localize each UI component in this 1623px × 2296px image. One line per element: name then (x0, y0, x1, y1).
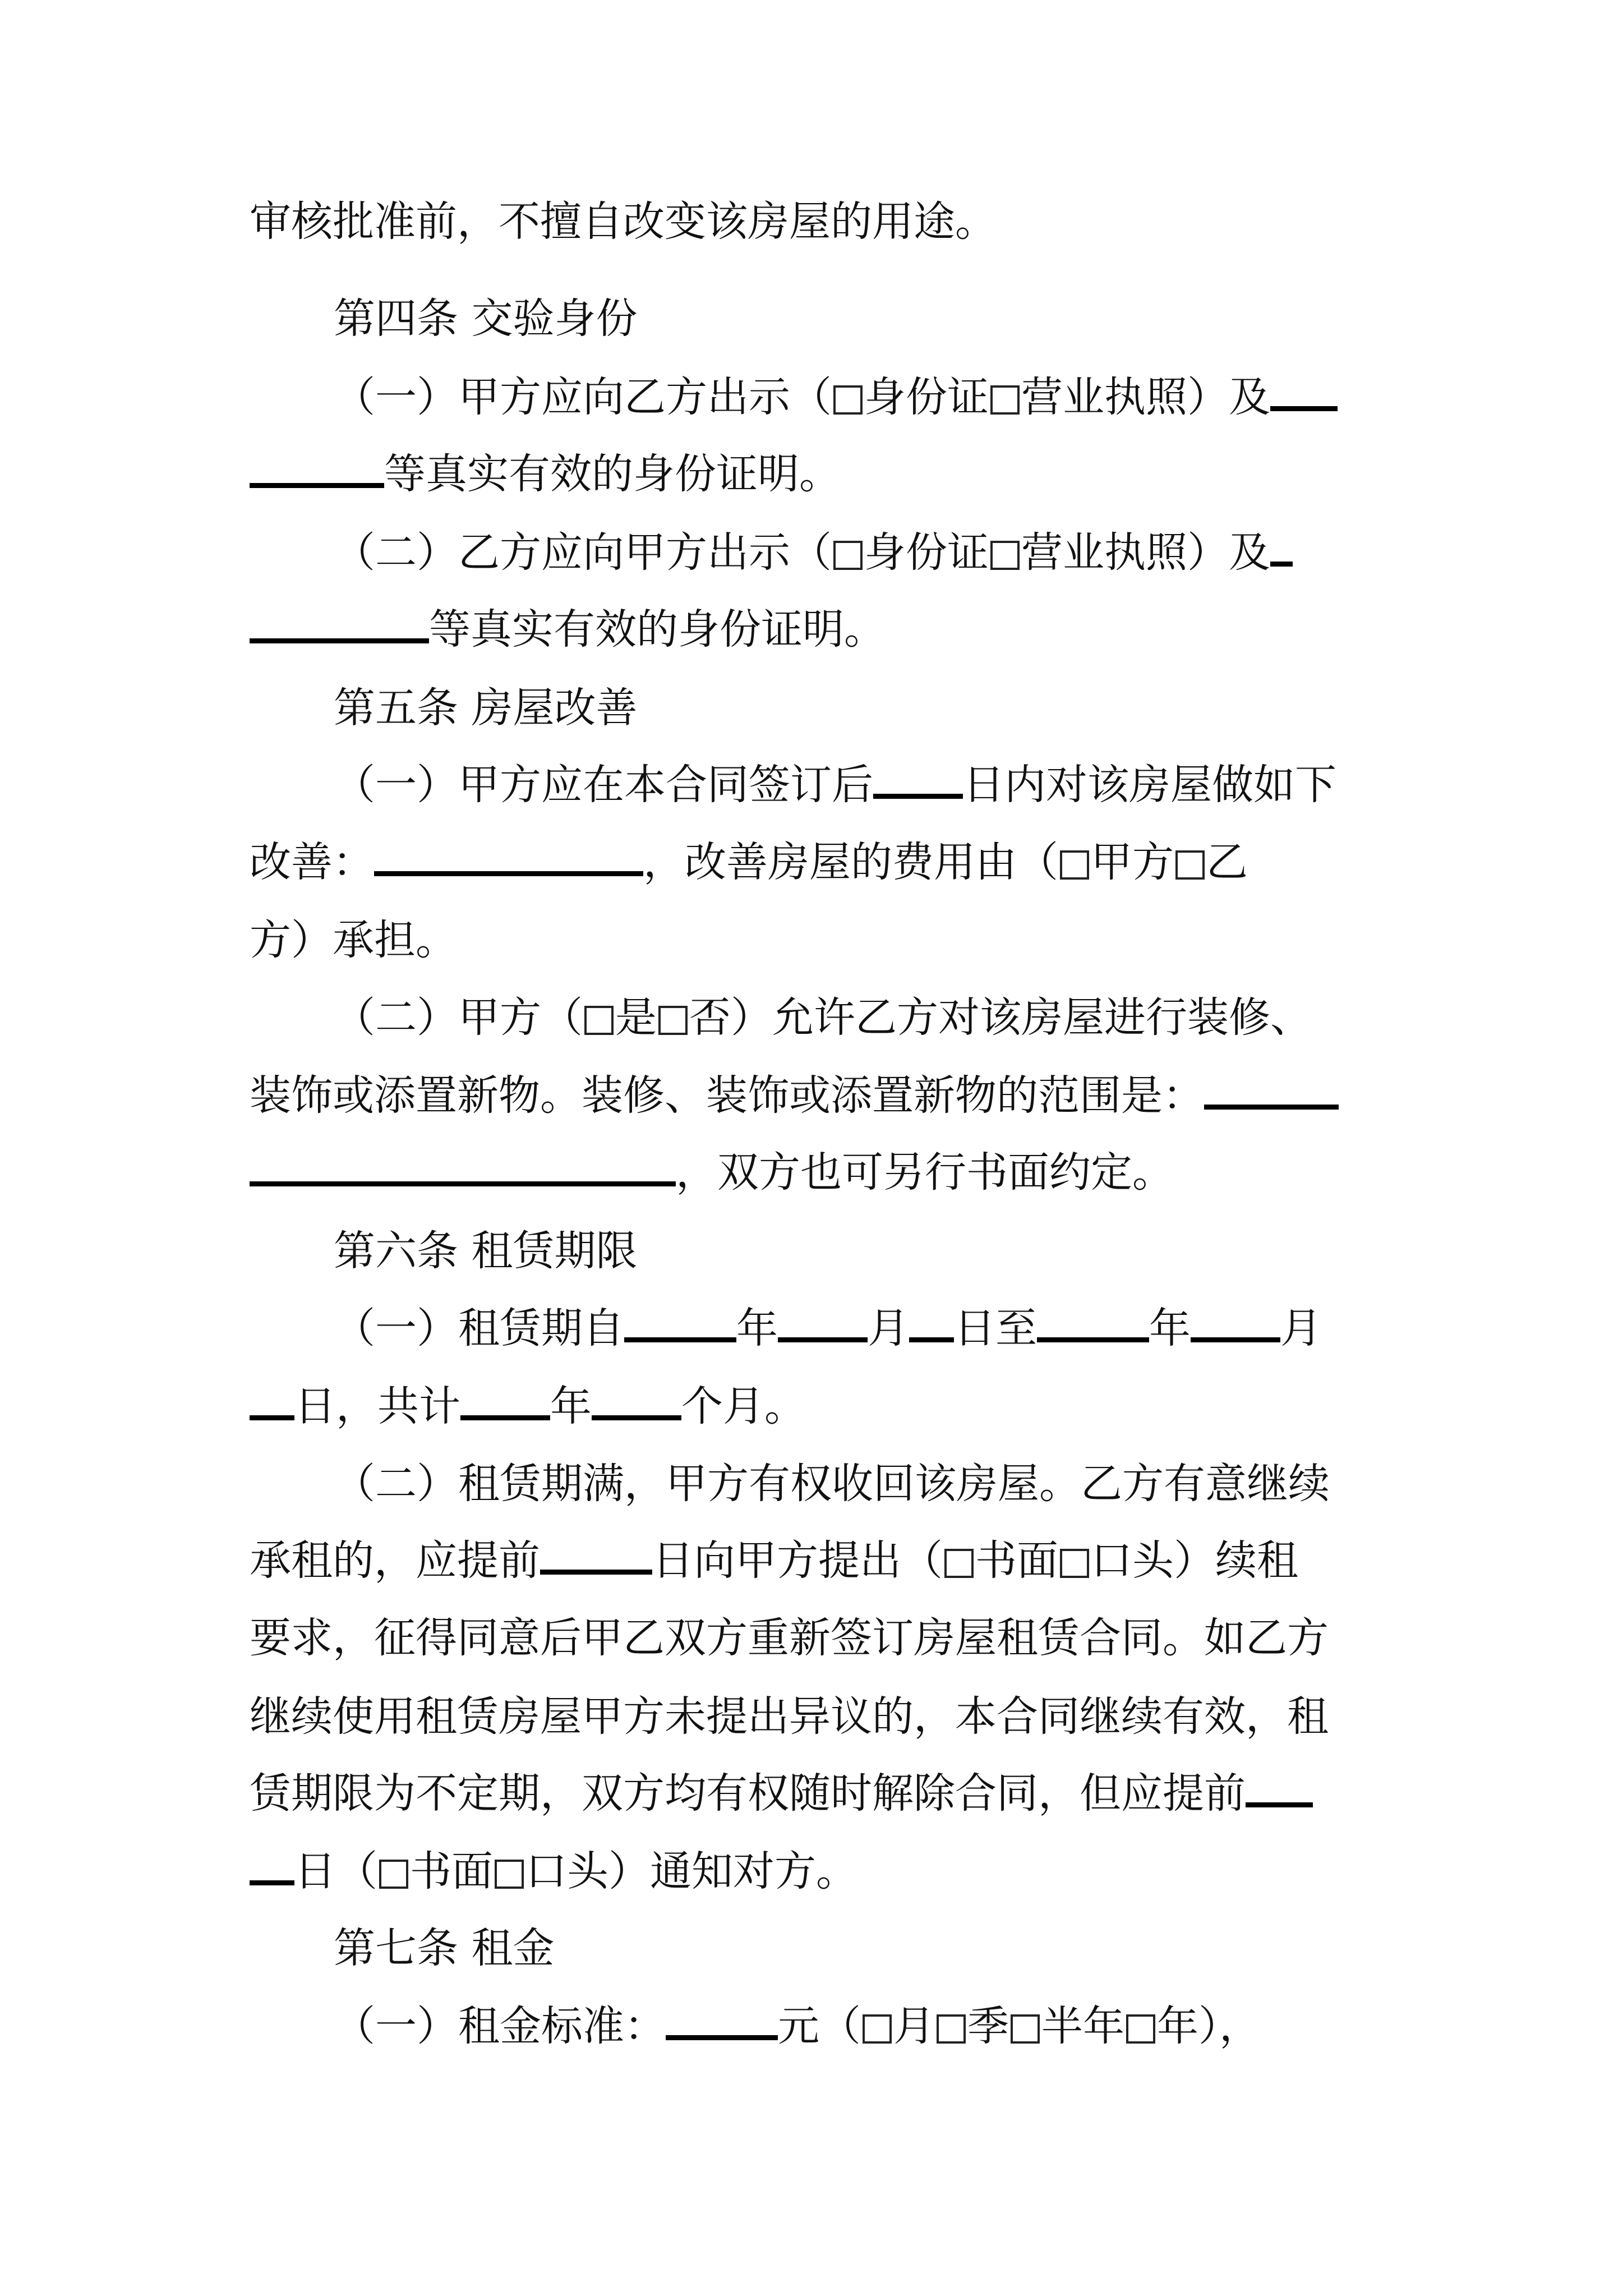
text-segment: 月 (868, 1304, 909, 1352)
text-segment: 要求，征得同意后甲乙双方重新签订房屋租赁合同。如乙方 (250, 1614, 1329, 1662)
text-line (250, 446, 841, 502)
text-line (250, 1533, 1298, 1589)
checkbox-icon[interactable] (1060, 850, 1089, 880)
text-segment: （一）甲方应在本合同签订后 (334, 761, 873, 809)
text-segment: 年 (1149, 1304, 1191, 1352)
text-segment: 日向甲方提出（ (652, 1536, 943, 1585)
checkbox-icon[interactable] (1126, 2014, 1155, 2044)
text-line (334, 1456, 1330, 1512)
fill-in-blank[interactable] (909, 1303, 954, 1342)
checkbox-icon[interactable] (833, 385, 863, 415)
fill-in-blank[interactable] (873, 759, 963, 799)
fill-in-blank[interactable] (374, 836, 643, 876)
fill-in-blank[interactable] (1270, 371, 1338, 411)
text-segment: 审核批准前，不擅自改变该房屋的用途。 (250, 197, 997, 246)
text-segment: 等真实有效的身份证明。 (429, 605, 886, 654)
fill-in-blank[interactable] (1246, 1768, 1313, 1807)
checkbox-icon[interactable] (1175, 850, 1205, 880)
text-segment: 口头）通知对方。 (525, 1847, 857, 1895)
fill-in-blank[interactable] (250, 448, 384, 488)
text-segment: 第七条 租金 (334, 1924, 555, 1972)
checkbox-icon[interactable] (863, 2014, 892, 2044)
text-segment: 营业执照）及 (1021, 528, 1270, 577)
text-segment: 日至 (954, 1304, 1037, 1352)
text-line (334, 1998, 1261, 2054)
text-segment: 元（ (778, 2002, 861, 2050)
fill-in-blank[interactable] (778, 1303, 868, 1342)
text-segment: 日（ (294, 1847, 377, 1895)
text-line (250, 1144, 1174, 1200)
checkbox-icon[interactable] (1011, 2014, 1040, 2044)
text-segment: 第四条 交验身份 (334, 295, 638, 343)
text-line (250, 601, 886, 657)
text-segment: （一）租金标准： (334, 2002, 666, 2050)
text-segment: 改善： (250, 838, 374, 886)
fill-in-blank[interactable] (1037, 1303, 1149, 1342)
text-segment: （一）租赁期自 (334, 1304, 624, 1352)
text-segment: 继续使用租赁房屋甲方未提出异议的，本合同继续有效，租 (250, 1692, 1329, 1741)
checkbox-icon[interactable] (379, 1860, 408, 1889)
text-segment: 方）承担。 (250, 916, 457, 964)
fill-in-blank[interactable] (1204, 1070, 1339, 1110)
fill-in-blank[interactable] (250, 1381, 294, 1420)
text-segment: 否）允许乙方对该房屋进行装修、 (689, 993, 1312, 1042)
text-segment: 口头）续租 (1091, 1536, 1298, 1585)
text-segment: 月 (1280, 1304, 1322, 1352)
text-line (250, 1068, 1339, 1124)
text-segment: （二）乙方应向甲方出示（ (334, 528, 832, 577)
section-heading (334, 680, 638, 736)
checkbox-icon[interactable] (495, 1860, 524, 1889)
text-segment: 等真实有效的身份证明。 (384, 450, 841, 498)
checkbox-icon[interactable] (584, 1006, 614, 1035)
text-line (334, 990, 1312, 1046)
text-segment: 承租的，应提前 (250, 1536, 540, 1585)
fill-in-blank[interactable] (250, 1846, 294, 1885)
text-line (334, 757, 1336, 813)
text-segment: 日，共计 (294, 1382, 460, 1430)
text-segment: （二）租赁期满，甲方有权收回该房屋。乙方有意继续 (334, 1460, 1330, 1508)
text-line (250, 1610, 1329, 1666)
text-segment: 第六条 租赁期限 (334, 1227, 638, 1275)
text-segment: 装饰或添置新物。装修、装饰或添置新物的范围是： (250, 1071, 1204, 1120)
text-segment: 年）， (1157, 2002, 1261, 2050)
text-line (250, 834, 1248, 890)
text-segment: 月 (893, 2002, 935, 2050)
text-segment: 书面 (410, 1847, 493, 1895)
checkbox-icon[interactable] (990, 385, 1020, 415)
text-line (250, 1843, 857, 1899)
checkbox-icon[interactable] (833, 541, 863, 570)
text-line (250, 1765, 1313, 1821)
fill-in-blank[interactable] (666, 2000, 778, 2040)
text-segment: 赁期限为不定期，双方均有权随时解除合同，但应提前 (250, 1769, 1246, 1818)
text-line (250, 1688, 1329, 1745)
fill-in-blank[interactable] (250, 1147, 676, 1186)
text-segment: 是 (615, 993, 657, 1042)
text-segment: 第五条 房屋改善 (334, 684, 638, 732)
section-heading (334, 1223, 638, 1279)
fill-in-blank[interactable] (624, 1303, 736, 1342)
text-segment: 日内对该房屋做如下 (963, 761, 1336, 809)
text-segment: 季 (967, 2002, 1009, 2050)
text-segment: （一）甲方应向乙方出示（ (334, 373, 832, 421)
fill-in-blank[interactable] (592, 1381, 681, 1420)
checkbox-icon[interactable] (658, 1006, 688, 1035)
text-segment: 年 (550, 1382, 592, 1430)
text-segment: 年 (736, 1304, 778, 1352)
text-segment: 书面 (975, 1536, 1058, 1585)
text-segment: 身份证 (864, 373, 989, 421)
text-segment: 半年 (1041, 2002, 1124, 2050)
text-segment: （二）甲方（ (334, 993, 583, 1042)
fill-in-blank[interactable] (1191, 1303, 1280, 1342)
checkbox-icon[interactable] (944, 1549, 974, 1578)
text-line (334, 1300, 1322, 1356)
text-segment: 乙 (1206, 838, 1248, 886)
text-line (334, 369, 1338, 425)
section-heading (334, 1920, 555, 1976)
fill-in-blank[interactable] (540, 1535, 652, 1575)
text-line (334, 524, 1293, 581)
checkbox-icon[interactable] (937, 2014, 966, 2044)
text-line (250, 912, 457, 968)
fill-in-blank[interactable] (460, 1381, 550, 1420)
fill-in-blank[interactable] (250, 604, 429, 643)
text-line (250, 1378, 806, 1434)
text-segment: ，双方也可另行书面约定。 (676, 1148, 1174, 1197)
checkbox-icon[interactable] (1060, 1549, 1089, 1578)
text-line (250, 194, 997, 250)
text-segment: 身份证 (864, 528, 989, 577)
text-segment: 甲方 (1091, 838, 1174, 886)
section-heading (334, 291, 638, 347)
text-segment: 个月。 (681, 1382, 806, 1430)
text-segment: 营业执照）及 (1021, 373, 1270, 421)
fill-in-blank[interactable] (1270, 527, 1293, 567)
text-segment: ，改善房屋的费用由（ (643, 838, 1058, 886)
checkbox-icon[interactable] (990, 541, 1020, 570)
